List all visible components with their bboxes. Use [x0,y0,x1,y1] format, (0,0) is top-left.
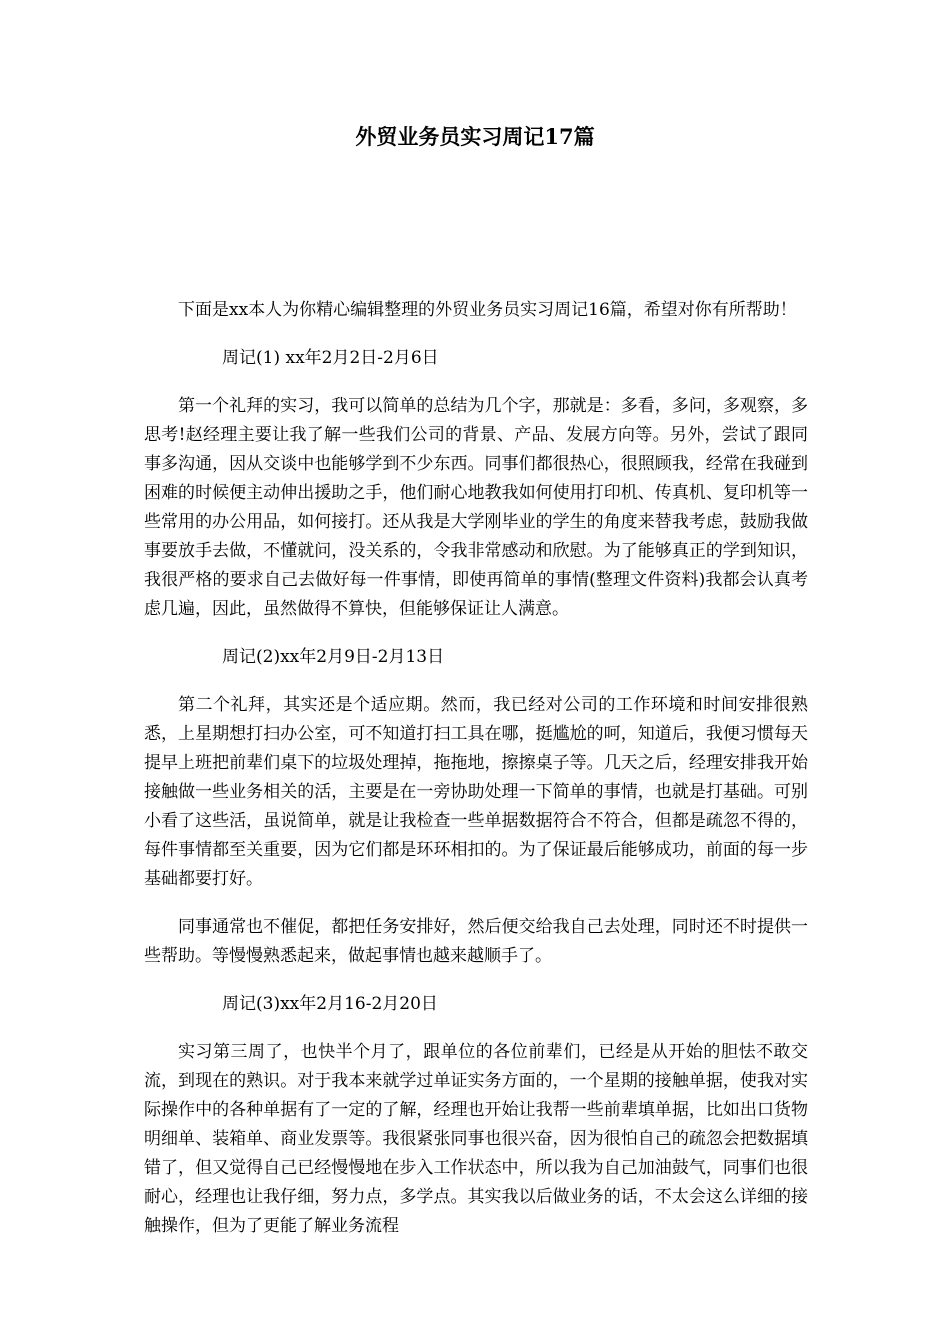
document-title: 外贸业务员实习周记17篇 [355,124,595,149]
week-3-heading: 周记(3)xx年2月16-2月20日 [222,994,438,1014]
week-2-heading: 周记(2)xx年2月9日-2月13日 [222,647,445,667]
intro-paragraph: 下面是xx本人为你精心编辑整理的外贸业务员实习周记16篇，希望对你有所帮助！ [178,300,797,320]
week-3-paragraph: 实习第三周了，也快半个月了，跟单位的各位前辈们，已经是从开始的胆怯不敢交流，到现在的熟识。对于我本来就学过单证实务方面的，一个星期的接触单据，使我对实际操作中的各种单据有了一定的了解，经理也开始让我帮一些前辈填单据，比如出口货物明细单、装箱单、商业发票等。我很紧张同事也很兴奋，因为很怕自己的疏忽会把数据填错了，但又觉得自己已经慢慢地在步入工作状态中，所以我为自己加油鼓气，同事们也很耐心，经理也让我仔细，努力点，多学点。其实我以后做业务的话，不太会这么详细的接触操作，但为了更能了解业务流程 [144,1042,808,1236]
week-1-paragraph: 第一个礼拜的实习，我可以简单的总结为几个字，那就是：多看，多问，多观察，多思考!赵经理主要让我了解一些我们公司的背景、产品、发展方向等。另外，尝试了跟同事多沟通，因从交谈中也能够学到不少东西。同事们都很热心，很照顾我，经常在我碰到困难的时候便主动伸出援助之手，他们耐心地教我如何使用打印机、传真机、复印机等一些常用的办公用品，如何接打。还从我是大学刚毕业的学生的角度来替我考虑，鼓励我做事要放手去做，不懂就问，没关系的，令我非常感动和欣慰。为了能够真正的学到知识，我很严格的要求自己去做好每一件事情，即使再简单的事情(整理文件资料)我都会认真考虑几遍，因此，虽然做得不算快，但能够保证让人满意。 [144,396,808,619]
week-2-paragraph-1: 第二个礼拜，其实还是个适应期。然而，我已经对公司的工作环境和时间安排很熟悉，上星期想打扫办公室，可不知道打扫工具在哪，挺尴尬的呵，知道后，我便习惯每天提早上班把前辈们桌下的垃圾处理掉，拖拖地，擦擦桌子等。几天之后，经理安排我开始接触做一些业务相关的活，主要是在一旁协助处理一下简单的事情，也就是打基础。可别小看了这些活，虽说简单，就是让我检查一些单据数据符合不符合，但都是疏忽不得的，每件事情都至关重要，因为它们都是环环相扣的。为了保证最后能够成功，前面的每一步基础都要打好。 [144,695,808,889]
week-1-heading: 周记(1) xx年2月2日-2月6日 [222,348,439,368]
week-2-paragraph-2: 同事通常也不催促，都把任务安排好，然后便交给我自己去处理，同时还不时提供一些帮助。等慢慢熟悉起来，做起事情也越来越顺手了。 [144,917,808,966]
document-body [144,296,808,1260]
